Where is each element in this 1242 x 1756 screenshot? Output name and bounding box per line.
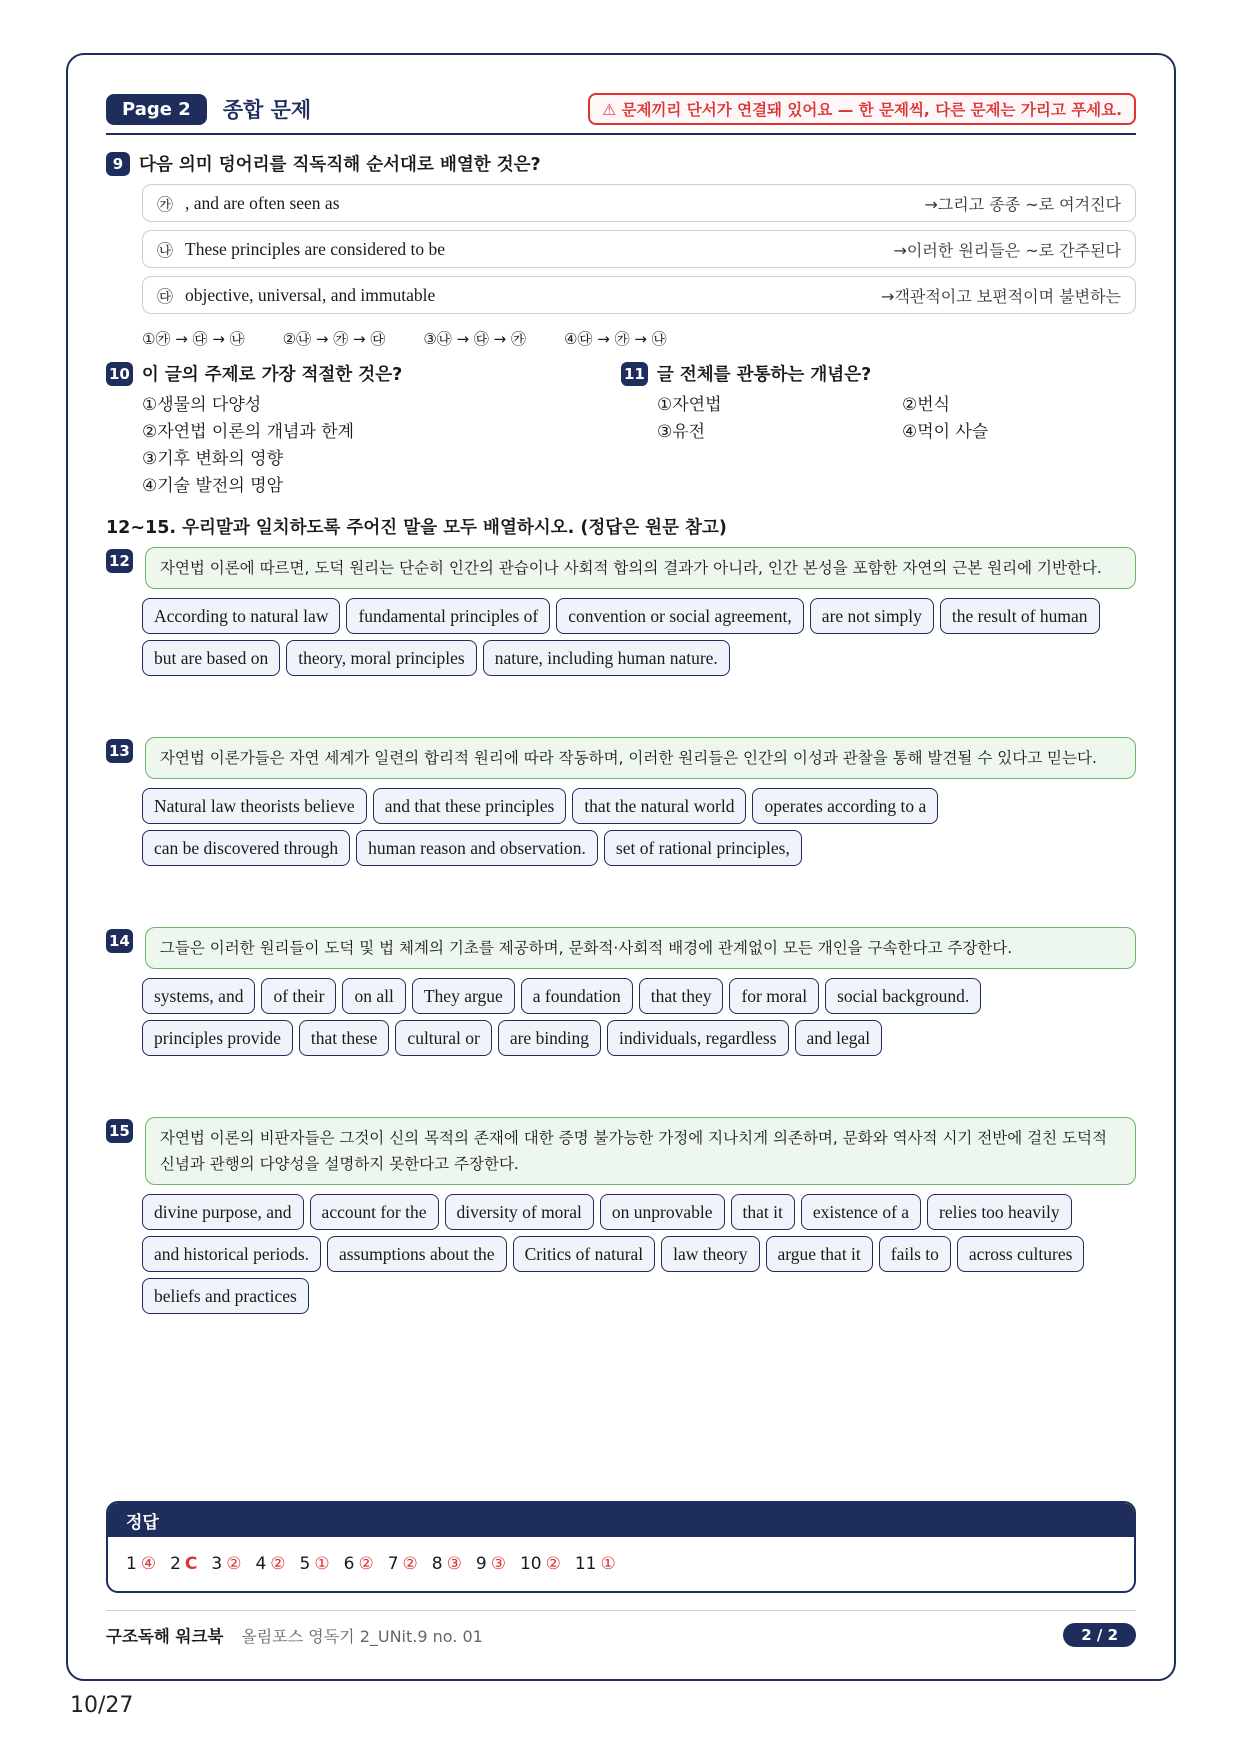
page-header (106, 91, 1136, 135)
problem-14 (106, 927, 1136, 1059)
chunk-row (142, 230, 1136, 268)
option[interactable]: ②자연법 이론의 개념과 한계 (142, 422, 355, 442)
problem-12 (106, 547, 1136, 679)
word-tile[interactable]: operates according to a (752, 788, 938, 824)
korean-sentence: 자연법 이론에 따르면, 도덕 원리는 단순히 인간의 관습이나 사회적 합의의 결과가 아니라, 인간 본성을 포함한 자연의 근본 원리에 기반한다. (145, 547, 1136, 589)
word-tile[interactable]: fails to (879, 1236, 951, 1272)
problem-header (106, 1117, 1136, 1185)
korean-sentence: 자연법 이론의 비판자들은 그것이 신의 목적의 존재에 대한 증명 불가능한 가정에 지나치게 의존하며, 문화와 역사적 시기 전반에 걸친 도덕적 신념과 관행의 다양성을 설명하지 못한다고 주장한다. (145, 1117, 1136, 1185)
option[interactable]: ①생물의 다양성 (142, 395, 262, 415)
word-tile[interactable]: individuals, regardless (607, 1020, 788, 1056)
word-tile[interactable]: a foundation (521, 978, 633, 1014)
word-tile[interactable]: on unprovable (600, 1194, 725, 1230)
word-tile[interactable]: and historical periods. (142, 1236, 321, 1272)
answer-number: 3 (211, 1554, 223, 1574)
answer-value: ② (545, 1554, 561, 1574)
answer-number: 2 (170, 1554, 181, 1574)
q10-options (142, 392, 621, 500)
answer-item (476, 1554, 506, 1574)
question-text: 글 전체를 관통하는 개념은? (656, 365, 872, 385)
word-tile[interactable]: of their (261, 978, 336, 1014)
word-tiles (142, 1191, 1142, 1317)
word-tile[interactable]: argue that it (766, 1236, 873, 1272)
answer-value: ③ (446, 1554, 462, 1574)
word-tile[interactable]: set of rational principles, (604, 830, 802, 866)
answer-item (432, 1554, 462, 1574)
word-tile[interactable]: and legal (795, 1020, 883, 1056)
word-tile[interactable]: According to natural law (142, 598, 340, 634)
word-tile[interactable]: account for the (310, 1194, 439, 1230)
answer-item (170, 1554, 197, 1574)
answer-item (211, 1554, 241, 1574)
word-tile[interactable]: human reason and observation. (356, 830, 598, 866)
word-tile[interactable]: fundamental principles of (346, 598, 550, 634)
option[interactable]: ④기술 발전의 명암 (142, 476, 284, 496)
warning-badge: ⚠ 문제끼리 단서가 연결돼 있어요 — 한 문제씩, 다른 문제는 가리고 푸세요. (588, 93, 1136, 125)
answer-value: ② (402, 1554, 418, 1574)
chunk-mark: ㉯ (157, 240, 174, 260)
answer-item (344, 1554, 374, 1574)
page-footer (106, 1610, 1136, 1647)
answer-value: ④ (140, 1554, 157, 1574)
problem-header (106, 547, 1136, 589)
chunk-korean: →객관적이고 보편적이며 불변하는 (881, 286, 1121, 306)
chunk-korean: →이러한 원리들은 ~로 간주된다 (893, 240, 1121, 260)
option[interactable]: ①자연법 (657, 395, 722, 415)
word-tile[interactable]: systems, and (142, 978, 255, 1014)
word-tile[interactable]: existence of a (801, 1194, 921, 1230)
word-tile[interactable]: theory, moral principles (286, 640, 477, 676)
answer-item (300, 1554, 330, 1574)
word-tile[interactable]: across cultures (957, 1236, 1085, 1272)
word-tile[interactable]: nature, including human nature. (483, 640, 730, 676)
problem-header (106, 927, 1136, 969)
answer-number: 8 (431, 1554, 443, 1574)
footer-brand: 구조독해 워크북 (106, 1627, 224, 1646)
footer-page: 2 / 2 (1063, 1623, 1136, 1647)
question-10 (106, 349, 621, 500)
question-number: 14 (106, 929, 133, 953)
word-tile[interactable]: Critics of natural (513, 1236, 656, 1272)
word-tiles (142, 595, 1142, 679)
answer-item (255, 1554, 285, 1574)
page-label: Page 2 (106, 94, 207, 125)
answer-value: ② (358, 1554, 374, 1574)
section-title: 종합 문제 (222, 98, 312, 122)
question-11 (621, 349, 1136, 500)
answer-value: C (184, 1554, 198, 1574)
question-number: 15 (106, 1119, 133, 1143)
answer-number: 4 (255, 1554, 267, 1574)
word-tile[interactable]: that these (299, 1020, 390, 1056)
word-tile[interactable]: can be discovered through (142, 830, 350, 866)
option[interactable]: ①㉮ → ㉰ → ㉯ (142, 330, 245, 348)
answer-value: ③ (490, 1554, 506, 1574)
option[interactable]: ④㉰ → ㉮ → ㉯ (564, 330, 667, 348)
option[interactable]: ②번식 (902, 395, 951, 415)
korean-sentence: 그들은 이러한 원리들이 도덕 및 법 체계의 기초를 제공하며, 문화적·사회적 배경에 관계없이 모든 개인을 구속한다고 주장한다. (145, 927, 1136, 969)
word-tile[interactable]: are binding (498, 1020, 601, 1056)
option[interactable]: ②㉯ → ㉮ → ㉰ (282, 330, 386, 348)
q9-options (142, 328, 1136, 349)
question-number: 13 (106, 739, 133, 763)
answer-item (520, 1554, 561, 1574)
chunk-english: objective, universal, and immutable (185, 284, 436, 305)
question-number: 11 (621, 362, 648, 386)
korean-sentence: 자연법 이론가들은 자연 세계가 일련의 합리적 원리에 따라 작동하며, 이러한 원리들은 인간의 이성과 관찰을 통해 발견될 수 있다고 믿는다. (145, 737, 1136, 779)
answer-key (106, 1501, 1136, 1593)
answer-number: 11 (574, 1554, 597, 1574)
question-number: 9 (106, 152, 130, 176)
word-tile[interactable]: are not simply (810, 598, 934, 634)
option[interactable]: ③기후 변화의 영향 (142, 449, 284, 469)
answer-key-body (108, 1537, 1134, 1591)
answer-value: ② (226, 1554, 242, 1574)
answer-item (575, 1554, 616, 1574)
word-tile[interactable]: for moral (729, 978, 819, 1014)
chunk-mark: ㉰ (157, 286, 174, 306)
word-tiles (142, 975, 1142, 1059)
word-tiles (142, 785, 1142, 869)
sheet-page-number: 10/27 (70, 1693, 134, 1718)
problem-15 (106, 1117, 1136, 1317)
word-tile[interactable]: law theory (661, 1236, 759, 1272)
answer-number: 7 (387, 1554, 399, 1574)
footer-source: 올림포스 영독기 2_UNit.9 no. 01 (241, 1626, 483, 1646)
q10-q11-row (106, 349, 1136, 500)
answer-value: ① (600, 1554, 616, 1574)
answer-item (126, 1554, 156, 1574)
chunk-korean: →그리고 종종 ~로 여겨진다 (924, 194, 1121, 214)
question-number: 12 (106, 549, 133, 573)
section-heading-12-15: 12~15. 우리말과 일치하도록 주어진 말을 모두 배열하시오. (정답은 원문 참고) (106, 518, 727, 538)
option[interactable]: ③㉯ → ㉰ → ㉮ (423, 330, 527, 348)
chunk-mark: ㉮ (157, 194, 174, 214)
word-tile[interactable]: cultural or (395, 1020, 491, 1056)
answer-number: 6 (343, 1554, 355, 1574)
word-tile[interactable]: They argue (412, 978, 515, 1014)
word-tile[interactable]: and that these principles (373, 788, 567, 824)
problem-13 (106, 737, 1136, 869)
page-frame (66, 53, 1176, 1681)
option[interactable]: ④먹이 사슬 (902, 422, 989, 442)
word-tile[interactable]: beliefs and practices (142, 1278, 309, 1314)
answer-value: ① (314, 1554, 330, 1574)
word-tile[interactable]: the result of human (940, 598, 1100, 634)
word-tile[interactable]: but are based on (142, 640, 280, 676)
answer-number: 9 (475, 1554, 487, 1574)
word-tile[interactable]: that it (731, 1194, 795, 1230)
chunk-english: These principles are considered to be (185, 238, 445, 259)
problem-header (106, 737, 1136, 779)
chunk-row (142, 276, 1136, 314)
answer-number: 10 (519, 1554, 542, 1574)
answer-key-title: 정답 (108, 1503, 1134, 1537)
chunk-english: , and are often seen as (185, 192, 340, 213)
answer-value: ② (270, 1554, 286, 1574)
arrangement-problems (106, 547, 1136, 1317)
word-tile[interactable]: that the natural world (572, 788, 746, 824)
question-text: 다음 의미 덩어리를 직독직해 순서대로 배열한 것은? (139, 155, 541, 175)
answer-number: 1 (126, 1554, 137, 1574)
word-tile[interactable]: convention or social agreement, (556, 598, 804, 634)
word-tile[interactable]: social background. (825, 978, 981, 1014)
word-tile[interactable]: on all (342, 978, 405, 1014)
word-tile[interactable]: divine purpose, and (142, 1194, 304, 1230)
word-tile[interactable]: assumptions about the (327, 1236, 507, 1272)
question-text: 이 글의 주제로 가장 적절한 것은? (141, 365, 403, 385)
q11-options (657, 392, 1136, 446)
question-number: 10 (106, 362, 133, 386)
question-9 (106, 151, 1136, 176)
word-tile[interactable]: principles provide (142, 1020, 293, 1056)
word-tile[interactable]: diversity of moral (445, 1194, 594, 1230)
option[interactable]: ③유전 (657, 422, 706, 442)
answer-number: 5 (299, 1554, 311, 1574)
word-tile[interactable]: relies too heavily (927, 1194, 1072, 1230)
word-tile[interactable]: that they (639, 978, 724, 1014)
word-tile[interactable]: Natural law theorists believe (142, 788, 367, 824)
answer-item (388, 1554, 418, 1574)
chunk-row (142, 184, 1136, 222)
